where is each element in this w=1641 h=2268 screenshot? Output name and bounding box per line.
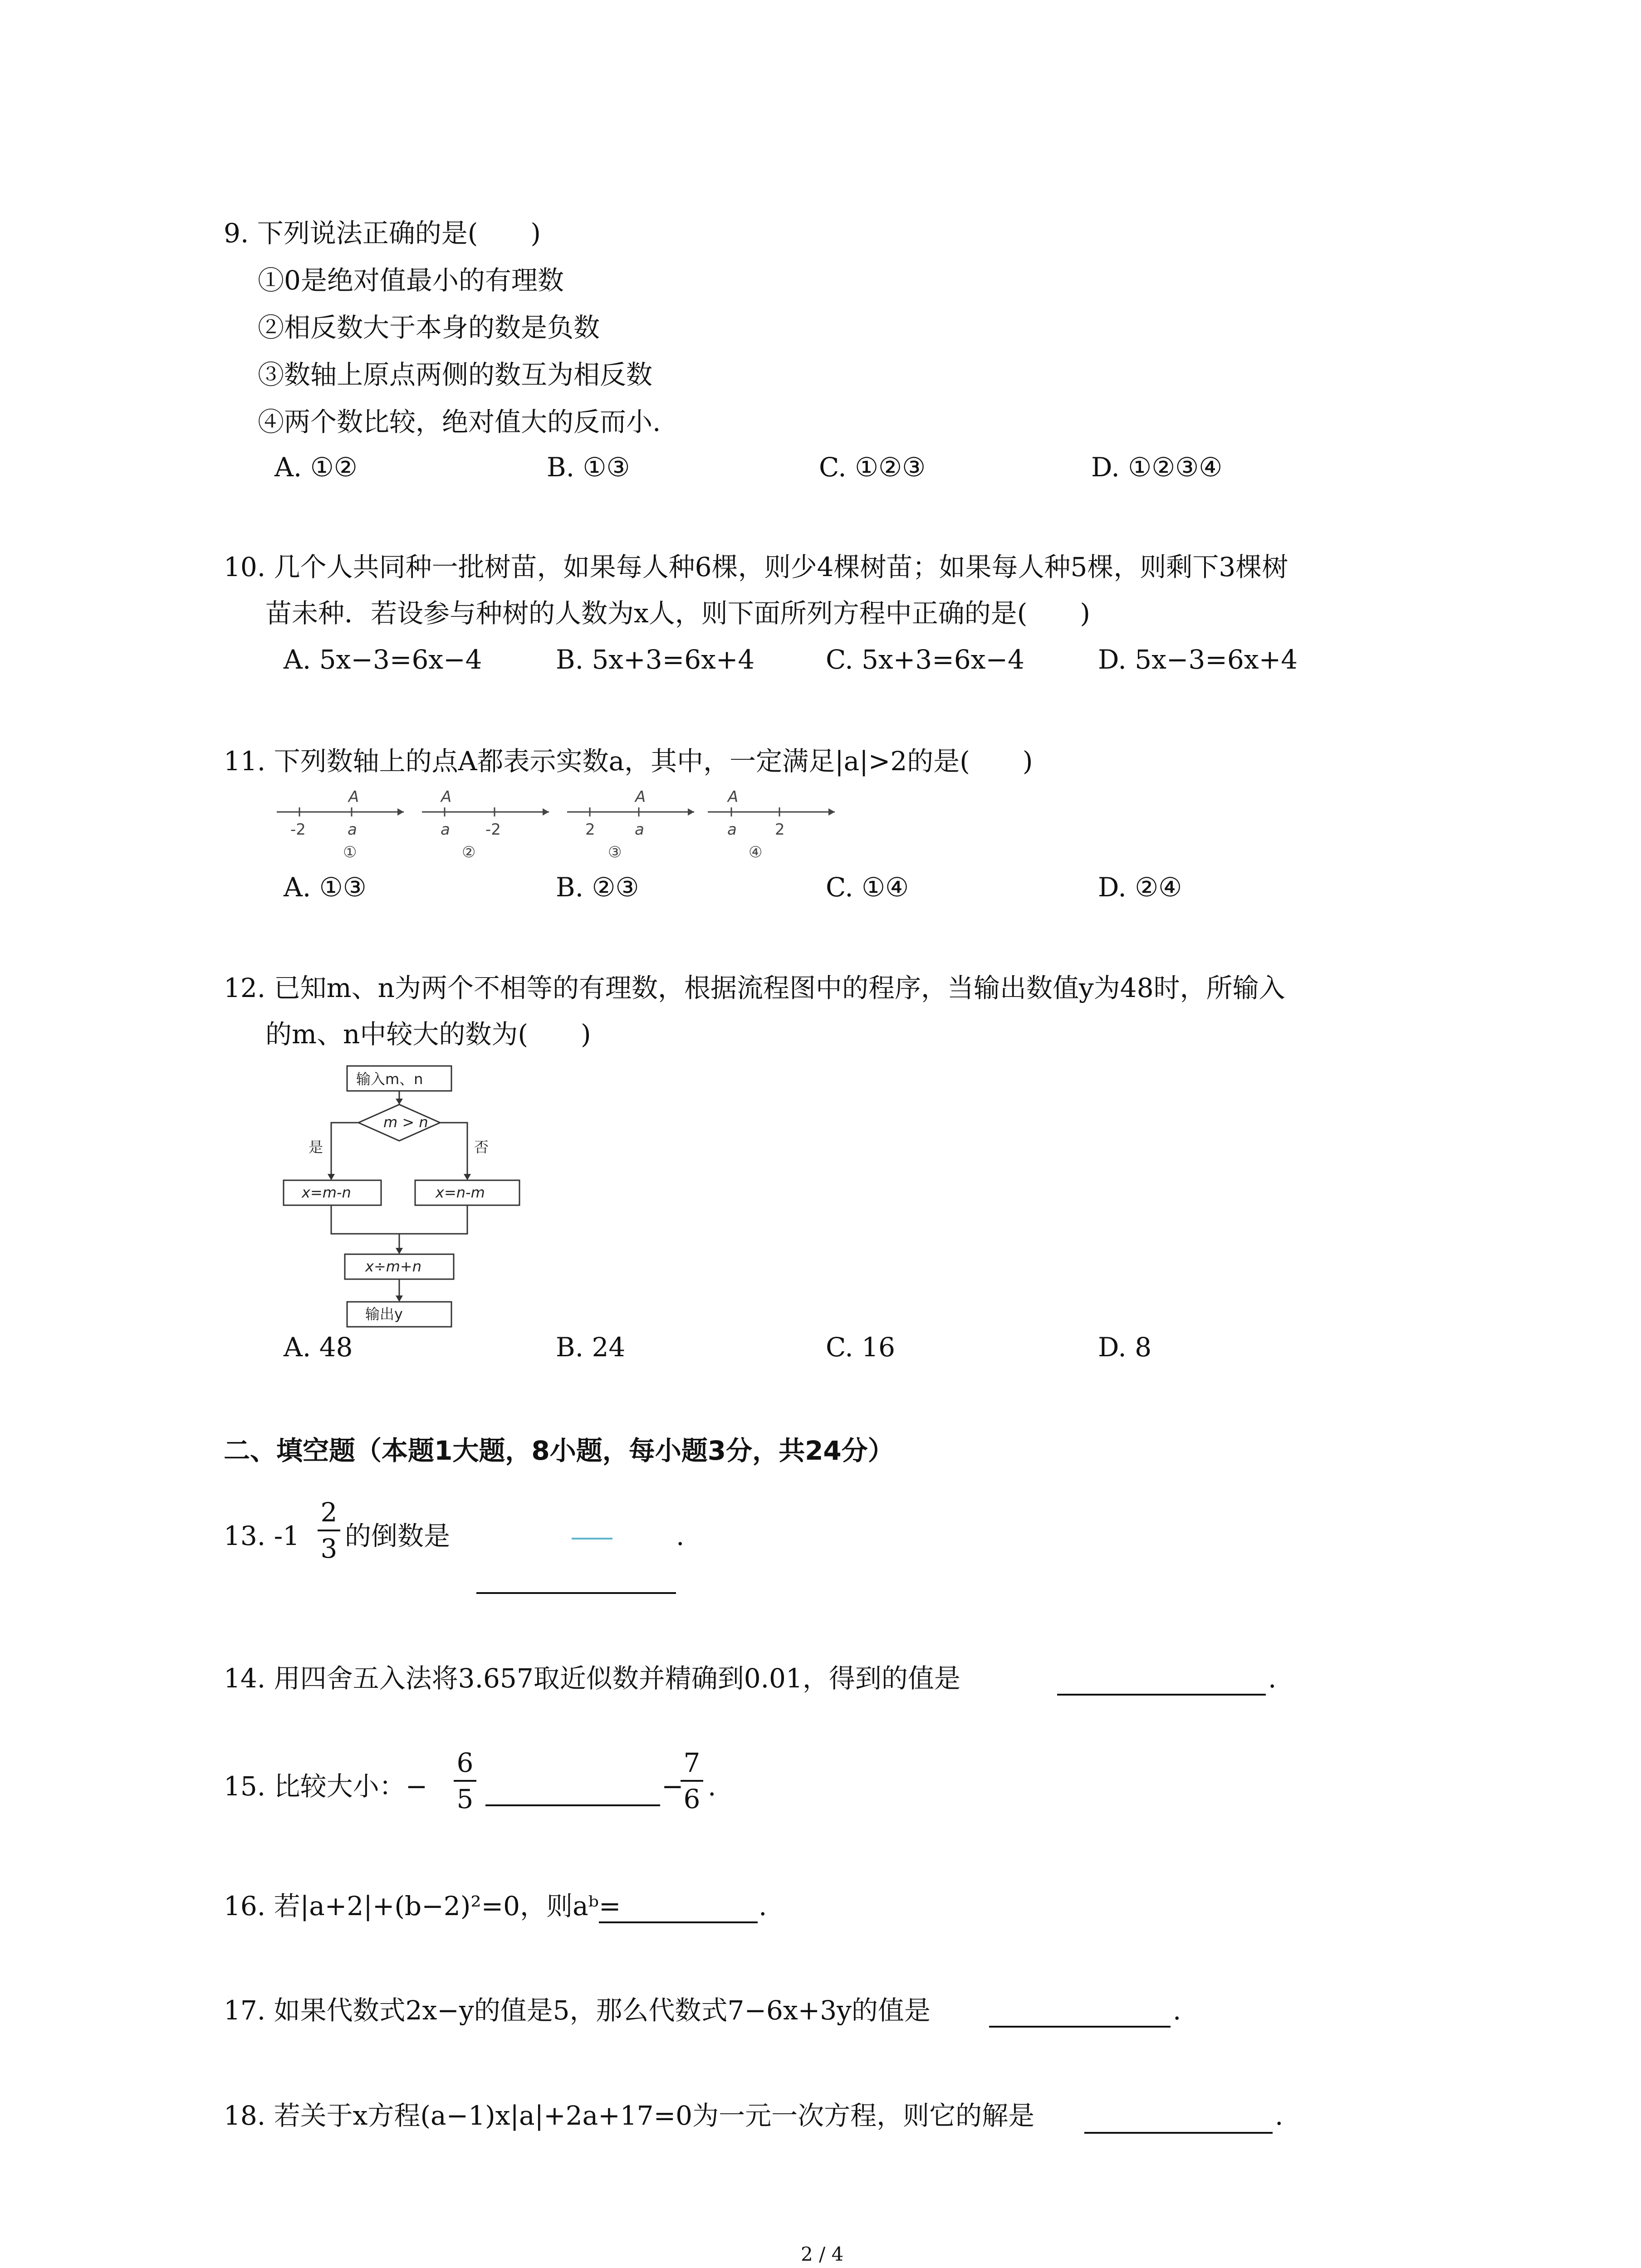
q18-answer-blank[interactable] [1084,2132,1273,2134]
q9-option-d[interactable]: D. ①②③④ [1091,452,1223,483]
fig3-var: a [635,821,644,839]
q11-stem: 11. 下列数轴上的点A都表示实数a，其中，一定满足|a|>2的是( ) [224,746,1033,777]
q10-option-c[interactable]: C. 5x+3=6x−4 [826,644,1025,675]
flow-no-label: 否 [474,1139,489,1156]
flow-calc-box: x÷m+n [365,1258,422,1275]
q13-answer-blank[interactable] [476,1592,676,1594]
q13-numerator: 2 [320,1497,338,1528]
q9-option-c[interactable]: C. ①②③ [819,452,926,483]
q13-suffix: 的倒数是 [345,1520,451,1551]
q15-fraction-right [681,1747,703,1814]
q12-option-a[interactable]: A. 48 [284,1332,353,1363]
q9-option-a[interactable]: A. ①② [274,452,358,483]
number-line-2 [422,788,549,861]
q15-numerator-right: 7 [683,1747,700,1778]
fig1-circled-number: ① [343,843,357,861]
q14-end: . [1268,1663,1277,1694]
q9-item-3: ③数轴上原点两侧的数互为相反数 [258,359,653,390]
q16-stem: 16. 若|a+2|+(b−2)²=0，则aᵇ= [224,1891,621,1921]
q15-minus: − [661,1771,684,1802]
flow-condition: m > n [383,1114,428,1131]
flow-right-box: x=n-m [436,1184,485,1201]
q15-numerator-left: 6 [456,1747,474,1778]
q11-option-a[interactable]: A. ①③ [284,872,367,903]
q10-stem-line2: 苗未种．若设参与种树的人数为x人，则下面所列方程中正确的是( ) [265,598,1090,629]
flow-output-label: 输出y [365,1305,403,1323]
q18-stem: 18. 若关于x方程(a−1)x|a|+2a+17=0为一元一次方程，则它的解是 [224,2100,1035,2131]
q10-option-b[interactable]: B. 5x+3=6x+4 [556,644,755,675]
fig1-point-label: A [348,788,359,806]
q13-answer-mark [572,1538,612,1540]
q12-option-b[interactable]: B. 24 [556,1332,626,1363]
fig3-circled-number: ③ [608,843,622,861]
fig1-num: -2 [290,821,306,839]
fig3-num: 2 [585,821,595,839]
q15-denominator-left: 5 [456,1784,474,1814]
q17-answer-blank[interactable] [989,2026,1171,2028]
fig1-var: a [348,821,357,839]
q11-option-d[interactable]: D. ②④ [1098,872,1182,903]
number-line-4 [708,788,835,861]
flow-yes-label: 是 [309,1139,323,1156]
fig2-circled-number: ② [462,843,476,861]
fig2-var: a [441,821,450,839]
fig3-point-label: A [635,788,646,806]
q15-prefix: 15. 比较大小：− [224,1771,428,1802]
q12-option-d[interactable]: D. 8 [1098,1332,1152,1363]
number-line-1 [277,788,404,861]
q15-end: . [708,1771,716,1802]
q9-item-1: ①0是绝对值最小的有理数 [258,265,564,296]
q9-item-4: ④两个数比较，绝对值大的反而小. [258,406,661,437]
fig4-num: 2 [775,821,785,839]
fig4-circled-number: ④ [749,843,763,861]
q13-end: . [676,1520,685,1551]
q13-fraction [318,1497,340,1564]
q12-stem-line1: 12. 已知m、n为两个不相等的有理数，根据流程图中的程序，当输出数值y为48时，所输入 [224,973,1285,1003]
q11-number-line-figures [272,785,857,866]
q13-denominator: 3 [320,1533,338,1564]
q9-item-2: ②相反数大于本身的数是负数 [258,312,600,343]
flow-input-label: 输入m、n [356,1070,423,1088]
q15-denominator-right: 6 [683,1784,700,1814]
q9-stem: 9. 下列说法正确的是( ) [224,218,541,249]
q10-option-a[interactable]: A. 5x−3=6x−4 [284,644,482,675]
fig4-point-label: A [728,788,739,806]
q13-prefix: 13. -1 [224,1520,300,1551]
q18-end: . [1275,2100,1283,2131]
q15-fraction-left [454,1747,476,1814]
q14-stem: 14. 用四舍五入法将3.657取近似数并精确到0.01，得到的值是 [224,1663,960,1694]
q11-option-b[interactable]: B. ②③ [556,872,639,903]
q17-stem: 17. 如果代数式2x−y的值是5，那么代数式7−6x+3y的值是 [224,1995,931,2026]
q9-option-b[interactable]: B. ①③ [547,452,630,483]
q12-option-c[interactable]: C. 16 [826,1332,895,1363]
fig2-num: -2 [485,821,501,839]
page-number: 2 / 4 [801,2243,844,2265]
q12-flowchart [277,1061,531,1334]
q15-answer-blank[interactable] [485,1804,660,1806]
q16-end: . [759,1891,767,1921]
q10-stem-line1: 10. 几个人共同种一批树苗，如果每人种6棵，则少4棵树苗；如果每人种5棵，则剩下3棵树 [224,552,1288,582]
fig4-var: a [727,821,737,839]
q10-option-d[interactable]: D. 5x−3=6x+4 [1098,644,1298,675]
section-heading-fill-in: 二、填空题（本题1大题，8小题，每小题3分，共24分） [224,1435,894,1466]
q12-stem-line2: 的m、n中较大的数为( ) [265,1019,591,1050]
fig2-point-label: A [441,788,452,806]
number-line-3 [567,788,694,861]
q16-answer-blank[interactable] [599,1921,758,1923]
flow-left-box: x=m-n [302,1184,351,1201]
q11-option-c[interactable]: C. ①④ [826,872,909,903]
q17-end: . [1173,1995,1181,2026]
q14-answer-blank[interactable] [1057,1694,1266,1696]
